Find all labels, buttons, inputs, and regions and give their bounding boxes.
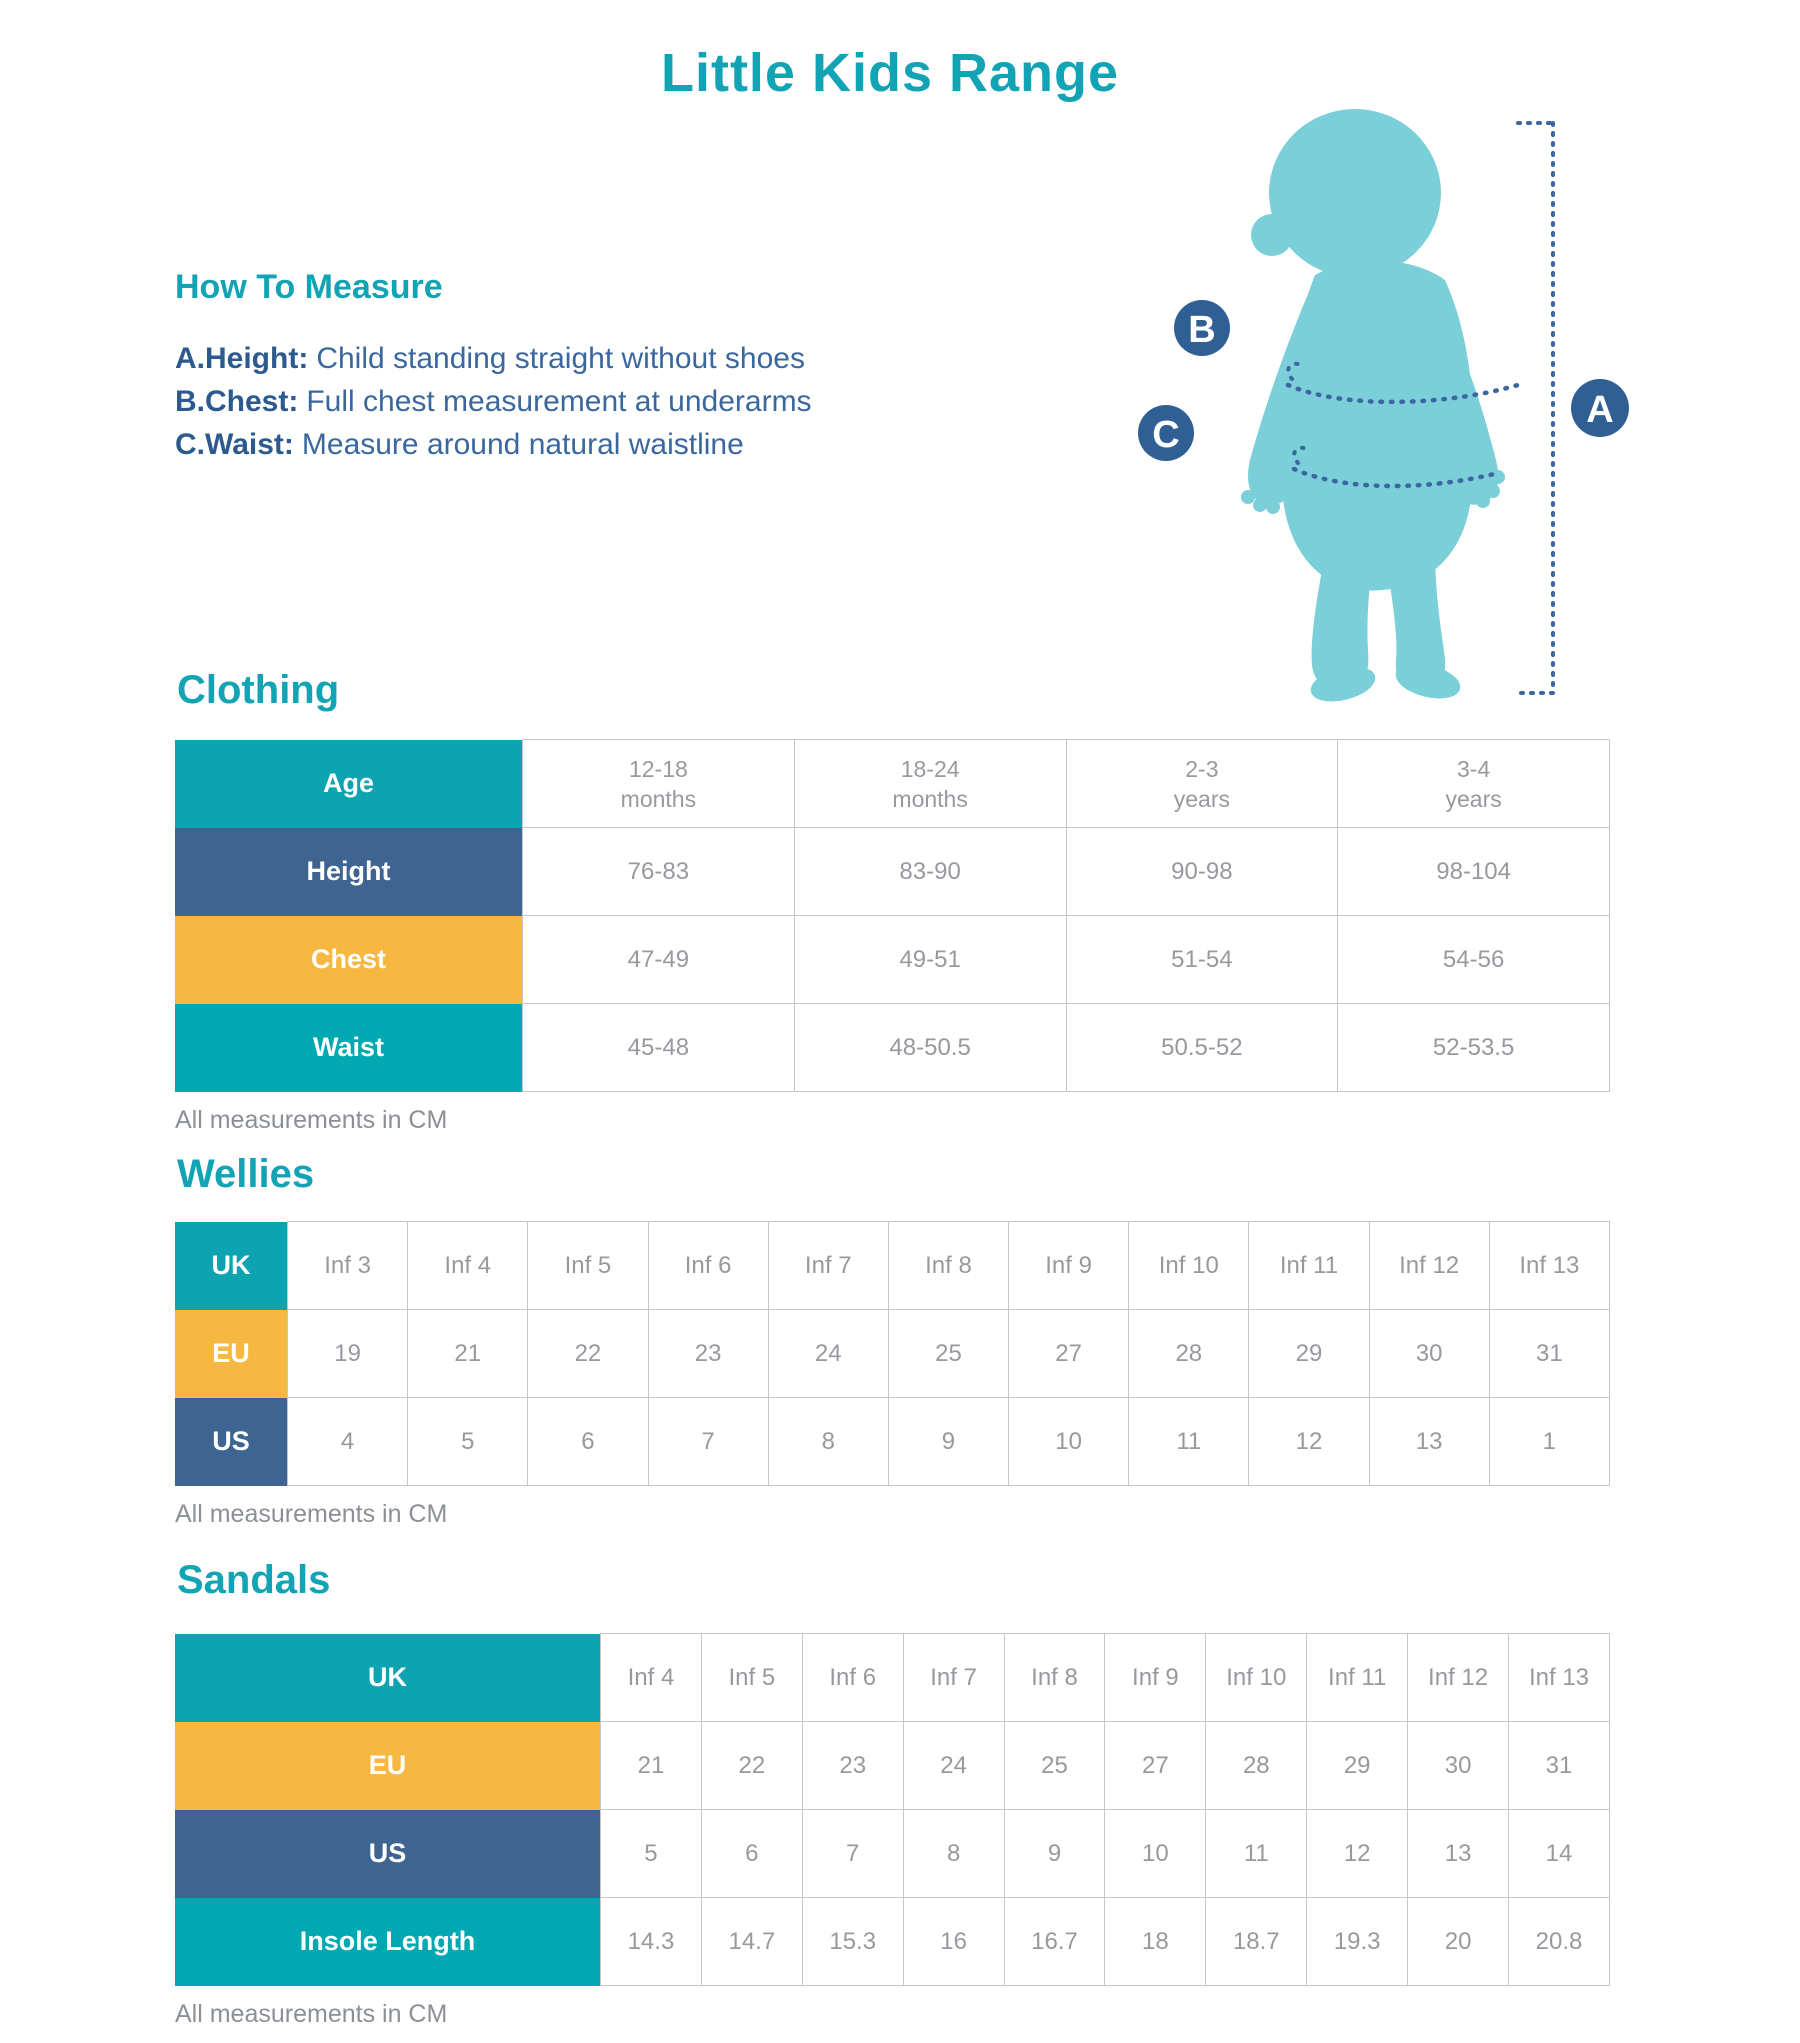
sandals-cell: 20 bbox=[1408, 1898, 1509, 1986]
clothing-cell: 76-83 bbox=[523, 828, 795, 916]
wellies-cell: 30 bbox=[1369, 1310, 1489, 1398]
sandals-row-uk bbox=[175, 1634, 1610, 1722]
wellies-cell: Inf 10 bbox=[1129, 1222, 1249, 1310]
wellies-cell: 22 bbox=[528, 1310, 648, 1398]
wellies-cell: 5 bbox=[408, 1398, 528, 1486]
wellies-cell: Inf 11 bbox=[1249, 1222, 1369, 1310]
wellies-cell: 25 bbox=[888, 1310, 1008, 1398]
sandals-cell: 23 bbox=[802, 1722, 903, 1810]
sandals-cell: 15.3 bbox=[802, 1898, 903, 1986]
wellies-cell: 11 bbox=[1129, 1398, 1249, 1486]
wellies-cell: Inf 13 bbox=[1489, 1222, 1609, 1310]
sandals-cell: 16.7 bbox=[1004, 1898, 1105, 1986]
measure-item-chest bbox=[175, 380, 1075, 423]
measure-item-chest-label: B.Chest: bbox=[175, 385, 299, 418]
sandals-row-eu bbox=[175, 1722, 1610, 1810]
wellies-cell: Inf 8 bbox=[888, 1222, 1008, 1310]
wellies-heading: Wellies bbox=[177, 1152, 315, 1196]
sandals-row-label: Insole Length bbox=[175, 1898, 601, 1986]
wellies-footnote: All measurements in CM bbox=[175, 1500, 448, 1528]
sandals-row-label: EU bbox=[175, 1722, 601, 1810]
measure-item-waist-text: Measure around natural waistline bbox=[301, 428, 744, 461]
clothing-heading: Clothing bbox=[177, 668, 340, 712]
wellies-cell: 6 bbox=[528, 1398, 648, 1486]
wellies-row-label: US bbox=[175, 1398, 288, 1486]
measurement-figure bbox=[1130, 85, 1630, 715]
sandals-section bbox=[175, 1558, 1610, 2029]
measure-item-waist-label: C.Waist: bbox=[175, 428, 294, 461]
marker-c-label: C bbox=[1152, 414, 1180, 456]
clothing-cell: 50.5-52 bbox=[1066, 1004, 1338, 1092]
clothing-cell: 47-49 bbox=[523, 916, 795, 1004]
wellies-cell: Inf 5 bbox=[528, 1222, 648, 1310]
sandals-cell: 7 bbox=[802, 1810, 903, 1898]
sandals-cell: Inf 6 bbox=[802, 1634, 903, 1722]
sandals-cell: 18 bbox=[1105, 1898, 1206, 1986]
sandals-cell: Inf 7 bbox=[903, 1634, 1004, 1722]
sandals-cell: 30 bbox=[1408, 1722, 1509, 1810]
clothing-row-chest bbox=[175, 916, 1610, 1004]
wellies-cell: Inf 7 bbox=[768, 1222, 888, 1310]
wellies-cell: 29 bbox=[1249, 1310, 1369, 1398]
height-bracket-line bbox=[1518, 123, 1553, 693]
clothing-cell: 90-98 bbox=[1066, 828, 1338, 916]
wellies-row-us bbox=[175, 1398, 1610, 1486]
sandals-cell: 6 bbox=[701, 1810, 802, 1898]
sandals-cell: 27 bbox=[1105, 1722, 1206, 1810]
wellies-cell: 9 bbox=[888, 1398, 1008, 1486]
sandals-cell: 11 bbox=[1206, 1810, 1307, 1898]
wellies-row-eu bbox=[175, 1310, 1610, 1398]
sandals-cell: 16 bbox=[903, 1898, 1004, 1986]
clothing-table bbox=[175, 739, 1610, 1092]
sandals-cell: 5 bbox=[601, 1810, 702, 1898]
sandals-cell: 12 bbox=[1307, 1810, 1408, 1898]
measure-item-height-text: Child standing straight without shoes bbox=[316, 342, 805, 375]
wellies-cell: 24 bbox=[768, 1310, 888, 1398]
wellies-section bbox=[175, 1152, 1610, 1529]
wellies-cell: Inf 4 bbox=[408, 1222, 528, 1310]
sandals-cell: 29 bbox=[1307, 1722, 1408, 1810]
how-to-measure-heading: How To Measure bbox=[175, 268, 443, 306]
sandals-cell: 25 bbox=[1004, 1722, 1105, 1810]
sandals-cell: 14.3 bbox=[601, 1898, 702, 1986]
measure-item-height-label: A.Height: bbox=[175, 342, 309, 375]
clothing-row-label: Waist bbox=[175, 1004, 523, 1092]
measure-item-waist bbox=[175, 423, 1075, 466]
sandals-cell: 21 bbox=[601, 1722, 702, 1810]
sandals-cell: 20.8 bbox=[1509, 1898, 1610, 1986]
wellies-cell: 28 bbox=[1129, 1310, 1249, 1398]
clothing-cell: 48-50.5 bbox=[794, 1004, 1066, 1092]
sandals-footnote: All measurements in CM bbox=[175, 2000, 448, 2028]
marker-b-label: B bbox=[1188, 309, 1216, 351]
sandals-cell: 31 bbox=[1509, 1722, 1610, 1810]
wellies-cell: 12 bbox=[1249, 1398, 1369, 1486]
sandals-row-label: US bbox=[175, 1810, 601, 1898]
sandals-cell: 14.7 bbox=[701, 1898, 802, 1986]
sandals-cell: Inf 9 bbox=[1105, 1634, 1206, 1722]
sandals-cell: Inf 10 bbox=[1206, 1634, 1307, 1722]
wellies-cell: 7 bbox=[648, 1398, 768, 1486]
clothing-cell: 18-24 months bbox=[794, 740, 1066, 828]
marker-a-label: A bbox=[1586, 389, 1614, 431]
sandals-cell: 19.3 bbox=[1307, 1898, 1408, 1986]
sandals-cell: Inf 5 bbox=[701, 1634, 802, 1722]
clothing-row-height bbox=[175, 828, 1610, 916]
sandals-table bbox=[175, 1633, 1610, 1986]
wellies-cell: 1 bbox=[1489, 1398, 1609, 1486]
sandals-cell: Inf 11 bbox=[1307, 1634, 1408, 1722]
sandals-cell: Inf 12 bbox=[1408, 1634, 1509, 1722]
sandals-cell: 9 bbox=[1004, 1810, 1105, 1898]
sandals-cell: 28 bbox=[1206, 1722, 1307, 1810]
wellies-cell: Inf 3 bbox=[288, 1222, 408, 1310]
how-to-measure-section bbox=[175, 268, 1075, 466]
clothing-row-age bbox=[175, 740, 1610, 828]
wellies-cell: 8 bbox=[768, 1398, 888, 1486]
wellies-cell: 10 bbox=[1009, 1398, 1129, 1486]
clothing-cell: 83-90 bbox=[794, 828, 1066, 916]
sandals-heading: Sandals bbox=[177, 1558, 331, 1602]
wellies-cell: 19 bbox=[288, 1310, 408, 1398]
sandals-row-us bbox=[175, 1810, 1610, 1898]
clothing-row-label: Age bbox=[175, 740, 523, 828]
sandals-cell: 24 bbox=[903, 1722, 1004, 1810]
sandals-cell: Inf 13 bbox=[1509, 1634, 1610, 1722]
wellies-row-uk bbox=[175, 1222, 1610, 1310]
sandals-cell: Inf 4 bbox=[601, 1634, 702, 1722]
clothing-row-label: Height bbox=[175, 828, 523, 916]
sandals-row-insole-length bbox=[175, 1898, 1610, 1986]
sandals-cell: 14 bbox=[1509, 1810, 1610, 1898]
wellies-cell: 23 bbox=[648, 1310, 768, 1398]
wellies-cell: Inf 12 bbox=[1369, 1222, 1489, 1310]
clothing-cell: 45-48 bbox=[523, 1004, 795, 1092]
page-title: Little Kids Range bbox=[660, 43, 1120, 103]
sandals-row-label: UK bbox=[175, 1634, 601, 1722]
clothing-row-label: Chest bbox=[175, 916, 523, 1004]
wellies-cell: 27 bbox=[1009, 1310, 1129, 1398]
measure-item-chest-text: Full chest measurement at underarms bbox=[306, 385, 812, 418]
wellies-cell: 4 bbox=[288, 1398, 408, 1486]
wellies-table bbox=[175, 1221, 1610, 1486]
clothing-cell: 52-53.5 bbox=[1338, 1004, 1610, 1092]
sandals-cell: 8 bbox=[903, 1810, 1004, 1898]
clothing-cell: 49-51 bbox=[794, 916, 1066, 1004]
measure-item-height bbox=[175, 337, 1075, 380]
sandals-cell: 18.7 bbox=[1206, 1898, 1307, 1986]
wellies-cell: Inf 6 bbox=[648, 1222, 768, 1310]
clothing-cell: 51-54 bbox=[1066, 916, 1338, 1004]
wellies-cell: Inf 9 bbox=[1009, 1222, 1129, 1310]
clothing-cell: 98-104 bbox=[1338, 828, 1610, 916]
clothing-cell: 3-4 years bbox=[1338, 740, 1610, 828]
wellies-cell: 21 bbox=[408, 1310, 528, 1398]
wellies-row-label: UK bbox=[175, 1222, 288, 1310]
clothing-footnote: All measurements in CM bbox=[175, 1106, 448, 1134]
clothing-row-waist bbox=[175, 1004, 1610, 1092]
sandals-cell: 22 bbox=[701, 1722, 802, 1810]
clothing-cell: 12-18 months bbox=[523, 740, 795, 828]
sandals-cell: 10 bbox=[1105, 1810, 1206, 1898]
clothing-cell: 2-3 years bbox=[1066, 740, 1338, 828]
clothing-cell: 54-56 bbox=[1338, 916, 1610, 1004]
wellies-cell: 13 bbox=[1369, 1398, 1489, 1486]
wellies-cell: 31 bbox=[1489, 1310, 1609, 1398]
sandals-cell: Inf 8 bbox=[1004, 1634, 1105, 1722]
toddler-body bbox=[1241, 109, 1505, 708]
sandals-cell: 13 bbox=[1408, 1810, 1509, 1898]
clothing-section bbox=[175, 668, 1610, 1135]
wellies-row-label: EU bbox=[175, 1310, 288, 1398]
toddler-silhouette-illustration bbox=[1130, 85, 1630, 715]
